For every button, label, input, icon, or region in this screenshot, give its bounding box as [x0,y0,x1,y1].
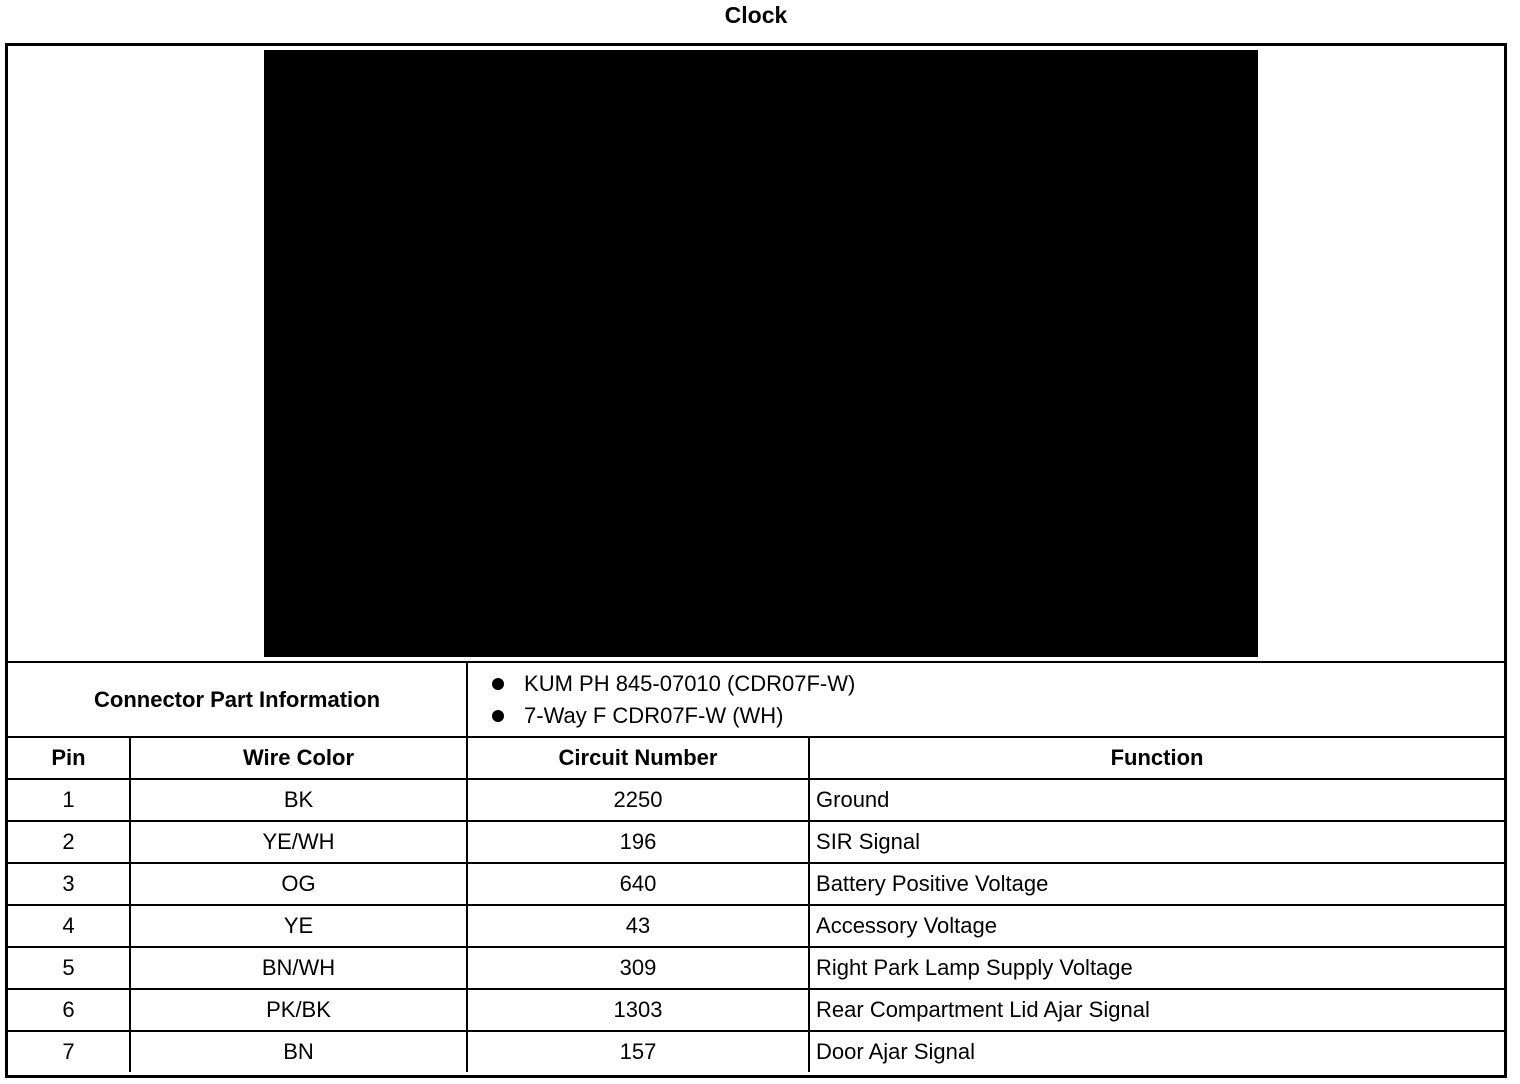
wire-color-cell: OG [130,863,467,905]
connector-image-area [8,46,1504,663]
circuit-number-cell: 2250 [467,779,809,821]
table-row [8,989,1504,1031]
function-cell: SIR Signal [809,821,1504,863]
function-cell: Door Ajar Signal [809,1031,1504,1072]
connector-part-info-row [8,663,1504,737]
pin-cell: 1 [8,779,130,821]
connector-part-info-label: Connector Part Information [8,663,467,737]
pin-cell: 2 [8,821,130,863]
page-title: Clock [724,2,788,28]
circuit-number-cell: 1303 [467,989,809,1031]
function-cell: Battery Positive Voltage [809,863,1504,905]
pin-cell: 4 [8,905,130,947]
connector-part-info-item: 7-Way F CDR07F-W (WH) [490,700,1504,732]
pin-cell: 5 [8,947,130,989]
wire-color-cell: BK [130,779,467,821]
circuit-number-cell: 309 [467,947,809,989]
function-cell: Accessory Voltage [809,905,1504,947]
connector-part-info-list [468,668,1504,732]
table-header-row [8,737,1504,779]
wire-color-cell: YE [130,905,467,947]
connector-document-frame [5,43,1507,1078]
pin-cell: 7 [8,1031,130,1072]
function-cell: Ground [809,779,1504,821]
function-header: Function [809,737,1504,779]
connector-part-info-cell [467,663,1504,737]
wire-color-cell: YE/WH [130,821,467,863]
table-row [8,821,1504,863]
pinout-table [8,663,1504,1072]
table-row [8,905,1504,947]
circuit-number-cell: 640 [467,863,809,905]
table-row [8,947,1504,989]
wire-color-cell: BN [130,1031,467,1072]
wire-color-cell: PK/BK [130,989,467,1031]
table-row [8,863,1504,905]
circuit-number-header: Circuit Number [467,737,809,779]
function-cell: Right Park Lamp Supply Voltage [809,947,1504,989]
circuit-number-cell: 157 [467,1031,809,1072]
function-cell: Rear Compartment Lid Ajar Signal [809,989,1504,1031]
circuit-number-cell: 43 [467,905,809,947]
pin-cell: 3 [8,863,130,905]
pin-cell: 6 [8,989,130,1031]
pin-header: Pin [8,737,130,779]
connector-image [264,50,1258,657]
wire-color-cell: BN/WH [130,947,467,989]
wire-color-header: Wire Color [130,737,467,779]
connector-part-info-item: KUM PH 845-07010 (CDR07F-W) [490,668,1504,700]
table-row [8,1031,1504,1072]
table-row [8,779,1504,821]
circuit-number-cell: 196 [467,821,809,863]
